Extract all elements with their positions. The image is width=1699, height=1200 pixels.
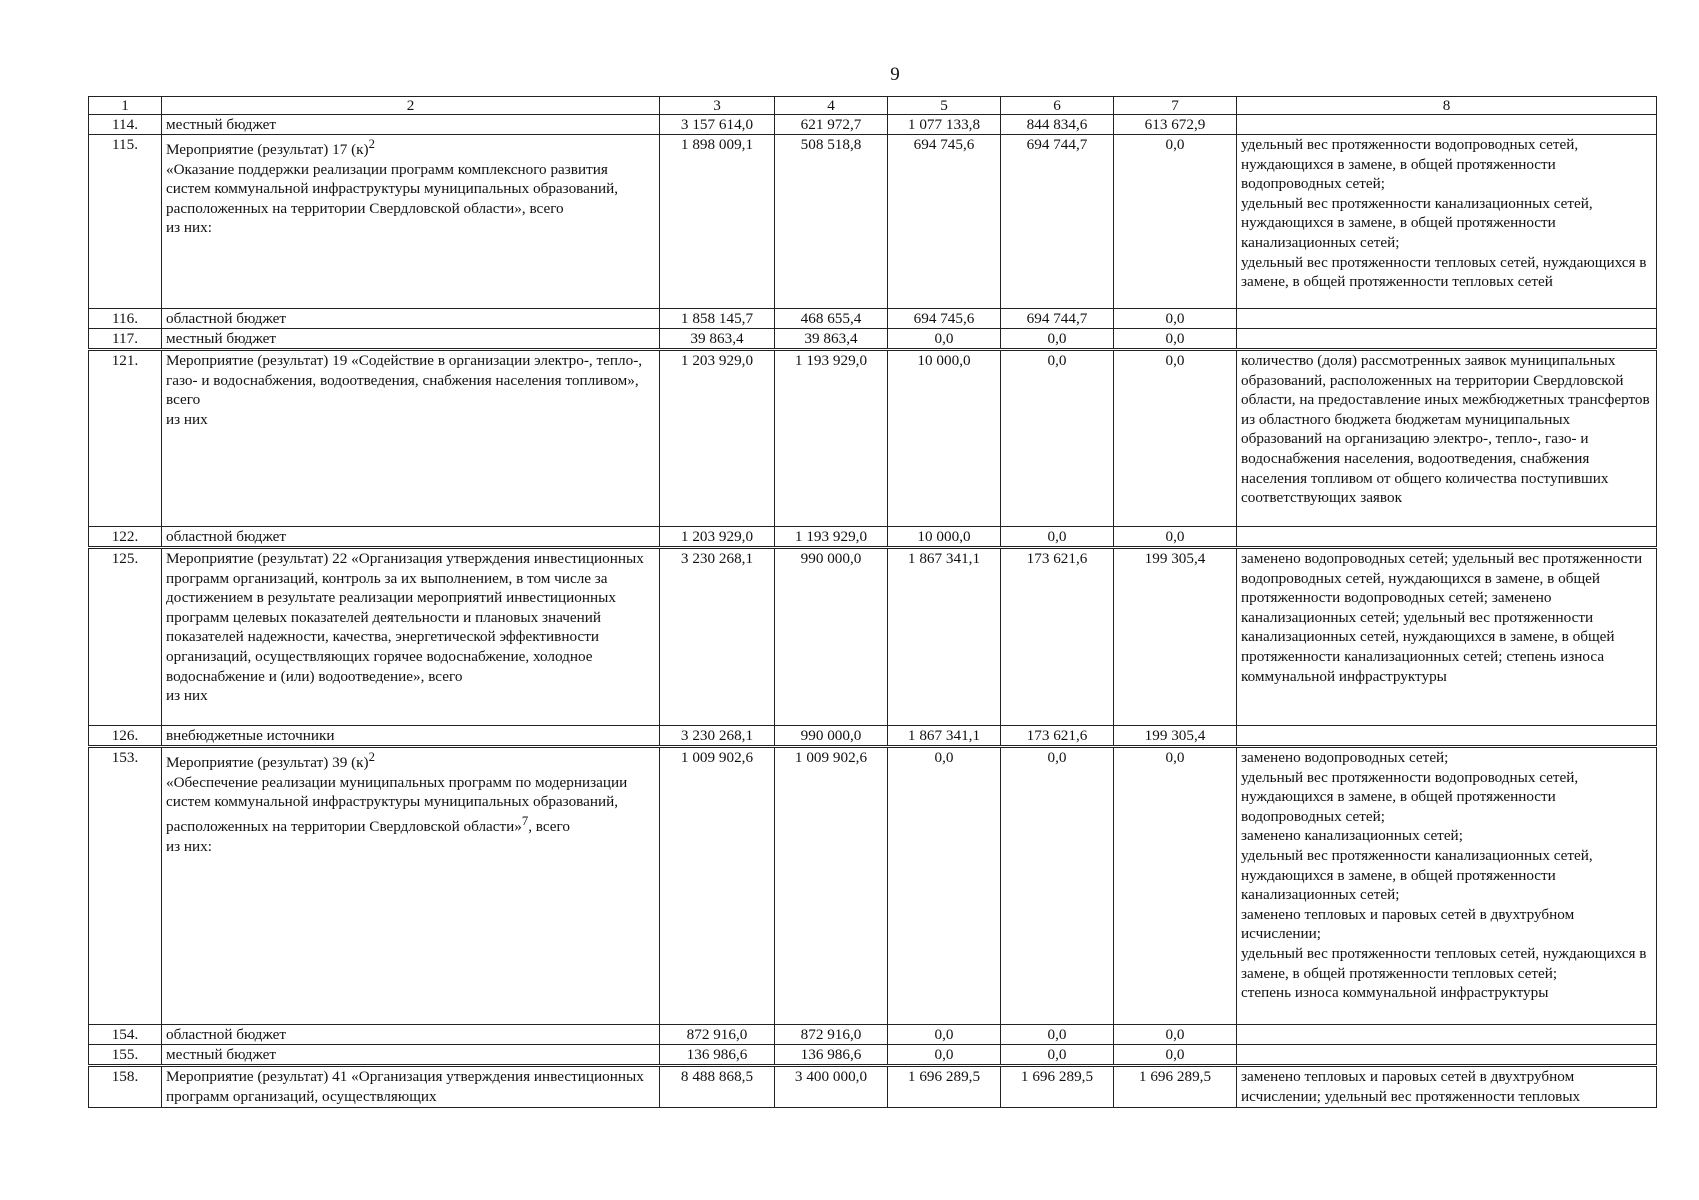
- value-col6: 0,0: [1001, 527, 1114, 548]
- budget-table: [88, 96, 1657, 1108]
- row-name-rest: «Обеспечение реализации муниципальных программ по модернизации систем коммунальной инфраструктуры муниципальных образований, расположенных на территории Свердловской области»: [166, 773, 628, 835]
- row-name-line: Мероприятие (результат) 39 (к): [166, 754, 369, 772]
- value-col5: 10 000,0: [888, 350, 1001, 527]
- value-col6: 1 696 289,5: [1001, 1066, 1114, 1108]
- value-col3: 1 009 902,6: [660, 747, 775, 1025]
- table-row: [89, 1045, 1657, 1066]
- table-row: [89, 1066, 1657, 1108]
- row-name-tail: , всего из них:: [166, 817, 570, 855]
- row-number: 122.: [89, 527, 162, 548]
- row-name-line: Мероприятие (результат) 17 (к): [166, 141, 369, 159]
- value-col5: 1 867 341,1: [888, 726, 1001, 747]
- value-col6: 694 744,7: [1001, 309, 1114, 329]
- row-number: 153.: [89, 747, 162, 1025]
- value-col7: 0,0: [1114, 1025, 1237, 1045]
- row-number: 114.: [89, 115, 162, 135]
- table-row: [89, 1025, 1657, 1045]
- column-header: 4: [775, 97, 888, 115]
- row-name: областной бюджет: [162, 309, 660, 329]
- value-col7: 0,0: [1114, 747, 1237, 1025]
- row-number: 125.: [89, 548, 162, 726]
- column-header: 7: [1114, 97, 1237, 115]
- row-number: 126.: [89, 726, 162, 747]
- row-name: Мероприятие (результат) 19 «Содействие в организации электро-, тепло-, газо- и водоснабжения, водоотведения, снабжения населения топливом», всего из них: [162, 350, 660, 527]
- value-col5: 0,0: [888, 1025, 1001, 1045]
- value-col6: 0,0: [1001, 350, 1114, 527]
- row-name-rest: «Оказание поддержки реализации программ комплексного развития систем коммунальной инфраструктуры муниципальных образований, расположенных на территории Свердловской области», всего из них:: [166, 160, 619, 237]
- value-col6: 844 834,6: [1001, 115, 1114, 135]
- value-col5: 1 696 289,5: [888, 1066, 1001, 1108]
- table-header-row: [89, 97, 1657, 115]
- indicator-text: заменено тепловых и паровых сетей в двухтрубном исчислении; удельный вес протяженности тепловых: [1237, 1066, 1657, 1108]
- row-name: Мероприятие (результат) 22 «Организация утверждения инвестиционных программ организаций, контроль за их выполнением, в том числе за достижением в результате реализации мероприятий инвестиционных программ целевых показателей деятельности и плановых значений показателей надежности, качества, энергетической эффективности организаций, осуществляющих горячее водоснабжение, холодное водоснабжение и (или) водоотведение», всего из них: [162, 548, 660, 726]
- table-row: [89, 726, 1657, 747]
- value-col5: 10 000,0: [888, 527, 1001, 548]
- footnote-mark: 2: [368, 750, 375, 764]
- column-header: 2: [162, 97, 660, 115]
- row-name: областной бюджет: [162, 527, 660, 548]
- row-name: [162, 135, 660, 309]
- footnote-mark: 7: [521, 813, 529, 828]
- value-col6: 0,0: [1001, 329, 1114, 350]
- value-col4: 1 193 929,0: [775, 527, 888, 548]
- value-col4: 1 009 902,6: [775, 747, 888, 1025]
- column-header: 5: [888, 97, 1001, 115]
- row-number: 121.: [89, 350, 162, 527]
- value-col7: 0,0: [1114, 135, 1237, 309]
- table-row: [89, 329, 1657, 350]
- value-col7: 0,0: [1114, 309, 1237, 329]
- value-col5: 0,0: [888, 1045, 1001, 1066]
- value-col3: 1 898 009,1: [660, 135, 775, 309]
- value-col3: 3 230 268,1: [660, 726, 775, 747]
- indicator-text: [1237, 1025, 1657, 1045]
- indicator-text: [1237, 329, 1657, 350]
- table-row: [89, 309, 1657, 329]
- row-number: 158.: [89, 1066, 162, 1108]
- value-col5: 694 745,6: [888, 309, 1001, 329]
- column-header: 8: [1237, 97, 1657, 115]
- page-number: 9: [890, 64, 900, 85]
- value-col6: 0,0: [1001, 1025, 1114, 1045]
- value-col3: 872 916,0: [660, 1025, 775, 1045]
- value-col5: 1 077 133,8: [888, 115, 1001, 135]
- table-row: [89, 350, 1657, 527]
- value-col3: 1 203 929,0: [660, 350, 775, 527]
- value-col4: 508 518,8: [775, 135, 888, 309]
- value-col5: 694 745,6: [888, 135, 1001, 309]
- value-col7: 0,0: [1114, 1045, 1237, 1066]
- value-col4: 990 000,0: [775, 548, 888, 726]
- row-name: [162, 747, 660, 1025]
- value-col4: 136 986,6: [775, 1045, 888, 1066]
- value-col3: 1 858 145,7: [660, 309, 775, 329]
- row-name: областной бюджет: [162, 1025, 660, 1045]
- indicator-text: [1237, 115, 1657, 135]
- value-col7: 0,0: [1114, 329, 1237, 350]
- value-col6: 0,0: [1001, 747, 1114, 1025]
- value-col3: 39 863,4: [660, 329, 775, 350]
- column-header: 1: [89, 97, 162, 115]
- value-col7: 0,0: [1114, 527, 1237, 548]
- value-col3: 1 203 929,0: [660, 527, 775, 548]
- value-col5: 0,0: [888, 747, 1001, 1025]
- value-col6: 173 621,6: [1001, 548, 1114, 726]
- footnote-mark: 2: [368, 137, 375, 151]
- column-header: 3: [660, 97, 775, 115]
- value-col3: 3 157 614,0: [660, 115, 775, 135]
- row-name: внебюджетные источники: [162, 726, 660, 747]
- indicator-text: заменено водопроводных сетей; удельный вес протяженности водопроводных сетей, нуждающихся в замене, в общей протяженности водопроводных сетей; заменено канализационных сетей; удельный вес протяженности канализационных сетей, нуждающихся в замене, в общей протяженности канализационных сетей; степень износа коммунальной инфраструктуры: [1237, 548, 1657, 726]
- value-col4: 39 863,4: [775, 329, 888, 350]
- value-col4: 3 400 000,0: [775, 1066, 888, 1108]
- value-col4: 872 916,0: [775, 1025, 888, 1045]
- value-col7: 613 672,9: [1114, 115, 1237, 135]
- indicator-text: [1237, 527, 1657, 548]
- table-row: [89, 548, 1657, 726]
- table-row: [89, 747, 1657, 1025]
- indicator-text: удельный вес протяженности водопроводных сетей, нуждающихся в замене, в общей протяженности водопроводных сетей; удельный вес протяженности канализационных сетей, нуждающихся в замене, в общей протяженности канализационных сетей; удельный вес протяженности тепловых сетей, нуждающихся в замене, в общей протяженности тепловых сетей: [1237, 135, 1657, 309]
- value-col4: 1 193 929,0: [775, 350, 888, 527]
- row-number: 155.: [89, 1045, 162, 1066]
- table-row: [89, 115, 1657, 135]
- value-col3: 3 230 268,1: [660, 548, 775, 726]
- indicator-text: [1237, 726, 1657, 747]
- row-number: 116.: [89, 309, 162, 329]
- value-col5: 1 867 341,1: [888, 548, 1001, 726]
- indicator-text: количество (доля) рассмотренных заявок муниципальных образований, расположенных на территории Свердловской области, на предоставление иных межбюджетных трансфертов из областного бюджета бюджетам муниципальных образований на организацию электро-, тепло-, газо- и водоснабжения населения, водоотведения, снабжения населения топливом от общего количества поступивших соответствующих заявок: [1237, 350, 1657, 527]
- value-col5: 0,0: [888, 329, 1001, 350]
- value-col7: 199 305,4: [1114, 726, 1237, 747]
- row-number: 117.: [89, 329, 162, 350]
- table-row: [89, 527, 1657, 548]
- value-col4: 990 000,0: [775, 726, 888, 747]
- value-col6: 173 621,6: [1001, 726, 1114, 747]
- row-name: местный бюджет: [162, 1045, 660, 1066]
- value-col4: 468 655,4: [775, 309, 888, 329]
- value-col7: 0,0: [1114, 350, 1237, 527]
- value-col7: 199 305,4: [1114, 548, 1237, 726]
- value-col6: 0,0: [1001, 1045, 1114, 1066]
- indicator-text: [1237, 309, 1657, 329]
- row-name: местный бюджет: [162, 329, 660, 350]
- value-col6: 694 744,7: [1001, 135, 1114, 309]
- indicator-text: заменено водопроводных сетей; удельный вес протяженности водопроводных сетей, нуждающихся в замене, в общей протяженности водопроводных сетей; заменено канализационных сетей; удельный вес протяженности канализационных сетей, нуждающихся в замене, в общей протяженности канализационных сетей; заменено тепловых и паровых сетей в двухтрубном исчислении; удельный вес протяженности тепловых сетей, нуждающихся в замене, в общей протяженности тепловых сетей; степень износа коммунальной инфраструктуры: [1237, 747, 1657, 1025]
- column-header: 6: [1001, 97, 1114, 115]
- value-col3: 8 488 868,5: [660, 1066, 775, 1108]
- row-name: местный бюджет: [162, 115, 660, 135]
- value-col4: 621 972,7: [775, 115, 888, 135]
- value-col3: 136 986,6: [660, 1045, 775, 1066]
- table-row: [89, 135, 1657, 309]
- row-number: 154.: [89, 1025, 162, 1045]
- indicator-text: [1237, 1045, 1657, 1066]
- value-col7: 1 696 289,5: [1114, 1066, 1237, 1108]
- row-name: Мероприятие (результат) 41 «Организация утверждения инвестиционных программ организаций, осуществляющих: [162, 1066, 660, 1108]
- row-number: 115.: [89, 135, 162, 309]
